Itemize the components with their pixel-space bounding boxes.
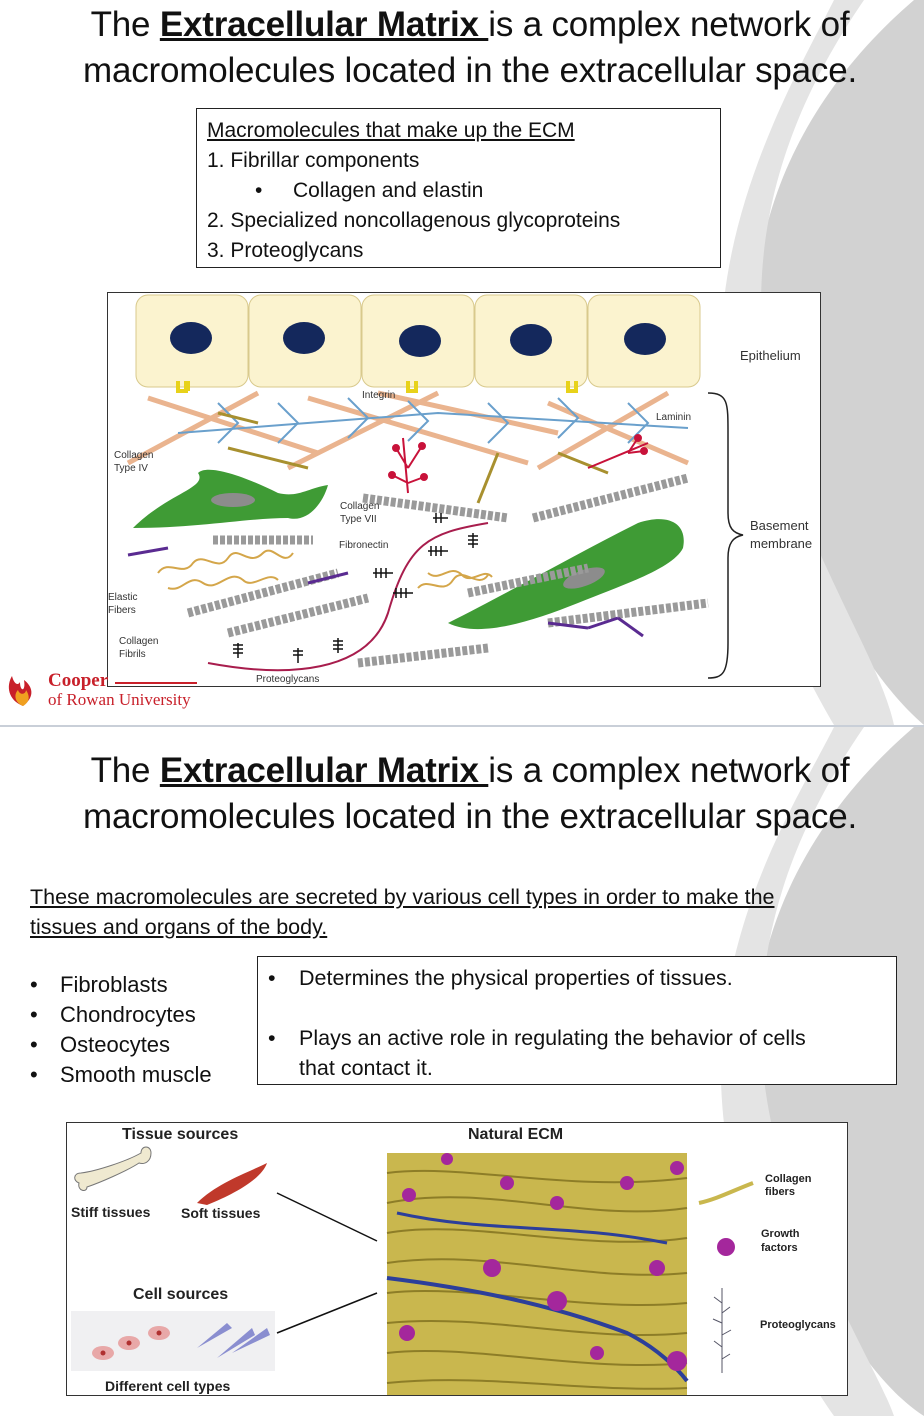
legend-growth-2: factors [761, 1242, 798, 1254]
cell-type-item: • Fibroblasts [30, 972, 168, 997]
label-elastic-2: Fibers [108, 605, 136, 616]
soft-tissues-label: Soft tissues [181, 1205, 261, 1221]
slide-2 [0, 727, 924, 1416]
epithelial-cells [136, 295, 700, 387]
legend-proteoglycan-swatch [713, 1288, 731, 1373]
logo-line-2: of Rowan University [48, 690, 191, 709]
title-line-2: macromolecules located in the extracellular space. [83, 797, 857, 836]
box-subitem: • Collagen and elastin [255, 179, 484, 202]
ecm-components-box [196, 108, 721, 268]
title-post: is a complex network of [488, 5, 850, 44]
logo-flame-icon [2, 672, 44, 708]
cell-type-label: Chondrocytes [60, 1002, 196, 1027]
connector-line-2 [277, 1293, 377, 1333]
property-2: • Plays an active role in regulating the behavior of cells that contact it. [268, 1023, 886, 1083]
properties-box [257, 956, 897, 1085]
logo-line-1: Cooper [48, 670, 109, 691]
property-2-line-1: Plays an active role in regulating the behavior of cells [299, 1026, 806, 1050]
title-line-2: macromolecules located in the extracellular space. [83, 51, 857, 90]
logo-rule [115, 682, 197, 684]
box-subitem-text: Collagen and elastin [293, 179, 484, 202]
muscle-icon [197, 1163, 267, 1205]
box-heading: Macromolecules that make up the ECM [207, 119, 575, 142]
property-1-text: Determines the physical properties of tissues. [299, 966, 733, 990]
title-bold: Extracellular Matrix [159, 751, 489, 790]
cooper-logo [2, 670, 202, 715]
natural-ecm-label: Natural ECM [468, 1126, 564, 1143]
label-fibronectin: Fibronectin [339, 540, 389, 551]
legend-proteoglycans: Proteoglycans [760, 1319, 836, 1331]
bone-icon [75, 1147, 151, 1190]
box-item-2: 2. Specialized noncollagenous glycoproteins [207, 209, 621, 232]
title-pre: The [90, 751, 160, 790]
cell-type-item: • Osteocytes [30, 1032, 171, 1057]
intro-line-2: tissues and organs of the body. [30, 915, 328, 939]
label-basement-1: Basement [750, 518, 809, 533]
connector-line-1 [277, 1193, 377, 1241]
different-cells-label: Different cell types [105, 1378, 231, 1394]
basement-membrane-brace [708, 393, 743, 678]
label-collagen-vii-2: Type VII [340, 514, 377, 525]
label-laminin: Laminin [656, 412, 692, 423]
laminin-red [389, 435, 648, 493]
label-collagen-vii-1: Collagen [340, 501, 380, 512]
elastic-fibers [158, 551, 492, 589]
legend-collagen-swatch [699, 1183, 753, 1203]
intro-line-1: These macromolecules are secreted by various cell types in order to make the [30, 885, 775, 909]
box-item-3: 3. Proteoglycans [207, 239, 364, 262]
property-2-line-2: that contact it. [299, 1056, 433, 1080]
tissue-sources-label: Tissue sources [122, 1126, 239, 1143]
legend-collagen-1: Collagen [765, 1173, 812, 1185]
cell-type-item: • Chondrocytes [30, 1002, 196, 1027]
label-proteoglycans: Proteoglycans [256, 674, 320, 685]
slide-2-title [20, 748, 920, 840]
label-integrin: Integrin [362, 390, 396, 401]
ecm-diagram [107, 292, 821, 687]
legend-growth-1: Growth [761, 1228, 800, 1240]
label-fibrils-1: Collagen [119, 636, 159, 647]
title-post: is a complex network of [488, 751, 850, 790]
cell-type-label: Fibroblasts [60, 972, 168, 997]
label-collagen-iv-2: Type IV [114, 463, 148, 474]
ecm-sources-figure [66, 1122, 848, 1396]
cell-type-label: Smooth muscle [60, 1062, 212, 1087]
legend-collagen-2: fibers [765, 1186, 795, 1198]
cell-type-label: Osteocytes [60, 1032, 171, 1057]
cell-types-list [30, 970, 260, 1090]
box-item-1: 1. Fibrillar components [207, 149, 420, 172]
label-epithelium: Epithelium [740, 348, 801, 363]
cell-sources-label: Cell sources [133, 1286, 229, 1303]
label-collagen-iv-1: Collagen [114, 450, 154, 461]
title-pre: The [90, 5, 160, 44]
legend-growth-swatch [717, 1238, 735, 1256]
natural-ecm-image [387, 1153, 687, 1395]
label-elastic-1: Elastic [108, 592, 138, 603]
label-fibrils-2: Fibrils [119, 649, 146, 660]
property-1: • Determines the physical properties of tissues. [268, 963, 886, 993]
intro-text [30, 882, 910, 942]
property-2-text [299, 1023, 806, 1083]
label-basement-2: membrane [750, 536, 813, 551]
cell-type-item: • Smooth muscle [30, 1062, 212, 1087]
title-bold: Extracellular Matrix [159, 5, 489, 44]
slide-1-title [20, 2, 920, 94]
stiff-tissues-label: Stiff tissues [71, 1204, 151, 1220]
